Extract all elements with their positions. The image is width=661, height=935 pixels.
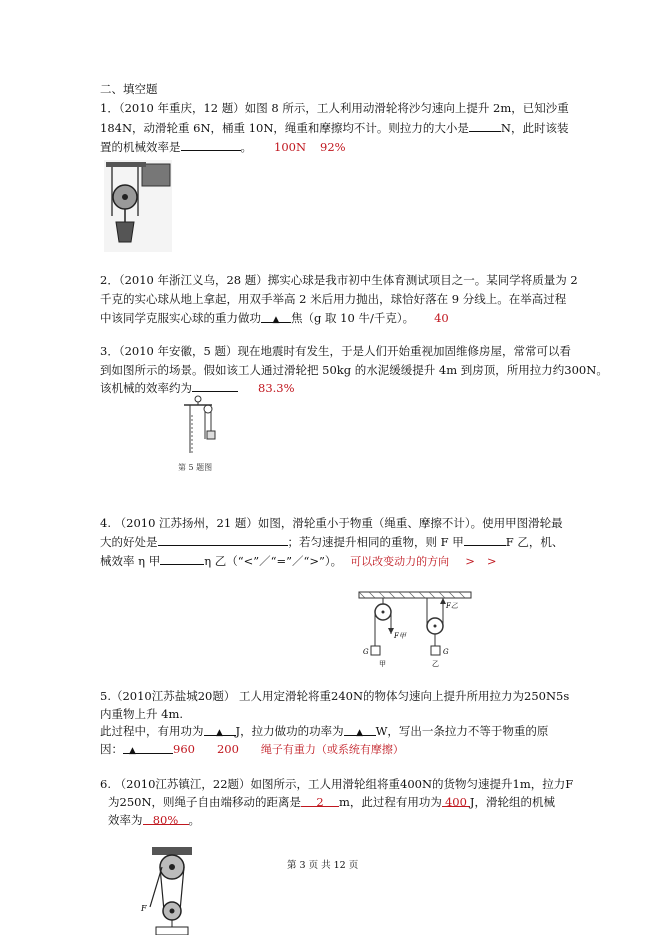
- q4-line3: [100, 551, 496, 571]
- q5-line3b: J，拉力做功的功率为: [235, 724, 344, 738]
- q5-line1: 5.（2010江苏盐城20题） 工人用定滑轮将重240N的物体匀速向上提升所用拉力为250N5s: [100, 689, 570, 703]
- q4-line2c: F 乙，机、: [505, 535, 564, 549]
- q4-line2a: 大的好处是: [100, 535, 158, 549]
- q5-line3a: 此过程中，有用功为: [100, 724, 204, 738]
- q5-blank2-mark: ▲: [356, 728, 364, 738]
- q6-answer2: 400: [444, 795, 467, 809]
- q4-answer2: >: [465, 554, 475, 568]
- q4-label-f-jia: F甲: [394, 632, 406, 640]
- q4-label-f-yi: F乙: [446, 602, 458, 610]
- q6-line3: [108, 811, 200, 830]
- q6-line3b: 。: [188, 813, 200, 827]
- q6-line3a: 效率为: [108, 813, 143, 827]
- q4-blank1: [158, 532, 288, 546]
- q3-figure-caption: 第 5 题图: [178, 463, 213, 472]
- q2-blank: [261, 309, 291, 323]
- q4-blank2: [464, 532, 506, 546]
- q5-answer3: 绳子有重力（或系统有摩擦）: [260, 743, 404, 756]
- q5-answer1: 960: [173, 742, 195, 756]
- q4-blank3: [160, 551, 204, 565]
- q4-label-yi: 乙: [432, 660, 439, 668]
- q2-line1: 2．（2010 年浙江义乌，28 题）掷实心球是我市初中生体育测试项目之一。某同学将质量为 2: [100, 273, 578, 287]
- q1-line2b: N，此时该装: [500, 121, 569, 135]
- q5-blank3: [123, 740, 173, 754]
- q6-answer3: 80%: [152, 813, 179, 827]
- q1-pulley-figure: [104, 160, 172, 252]
- q6-line2: [108, 793, 555, 812]
- q5-line2: 内重物上升 4m.: [100, 707, 184, 721]
- q6-answer1: 2: [316, 795, 324, 809]
- q5-answer2: 200: [216, 742, 239, 756]
- q1-answer1: 100N: [274, 140, 307, 154]
- q4-line2: [100, 532, 563, 552]
- q4-line2b: ；若匀速提升相同的重物，则 F 甲: [287, 535, 464, 549]
- q4-label-g1: G: [363, 648, 369, 656]
- q1-answer2: 92%: [320, 140, 346, 154]
- q4-answer3: >: [486, 554, 497, 568]
- q4-pulley-figure: [355, 590, 475, 670]
- q6-line2c: J，滑轮组的机械: [469, 795, 556, 809]
- q4-label-jia: 甲: [379, 660, 386, 668]
- q3-answer: 83.3%: [258, 381, 295, 395]
- q6-blank2: [442, 793, 470, 807]
- q4-line1: 4. （2010 江苏扬州，21 题）如图，滑轮重小于物重（绳重、摩擦不计）。使用甲图滑轮最: [100, 516, 563, 530]
- q5-blank1: [204, 722, 236, 736]
- q5-line4: [100, 740, 404, 759]
- q1-line3b: 。: [240, 140, 252, 154]
- q5-line3c: W，写出一条拉力不等于物重的原: [375, 724, 549, 738]
- q2-line2: 千克的实心球从地上拿起，用双手举高 2 米后用力抛出，球恰好落在 9 分线上。在举高过程: [100, 292, 567, 306]
- q6-blank3: [143, 811, 189, 825]
- q3-line3a: 该机械的效率约为: [100, 381, 192, 395]
- q6-blank1: [301, 793, 339, 807]
- q5-line4a: 因：: [100, 742, 123, 756]
- q5-blank1-mark: ▲: [216, 728, 223, 738]
- q5-line3: [100, 722, 548, 741]
- q6-label-f: F: [141, 904, 147, 913]
- q1-blank2: [181, 137, 241, 151]
- q1-line3: [100, 137, 346, 157]
- q4-line3a: 械效率 η 甲: [100, 554, 161, 568]
- q4-line3b: η 乙（“<”／“=”／“>”）。: [204, 554, 343, 568]
- q6-line1: 6. （2010江苏镇江，22题）如图所示，工人用滑轮组将重400N的货物匀速提升1m，拉力F: [100, 777, 574, 791]
- q6-pulley-block-figure: [140, 845, 200, 935]
- q1-line1: 1．（2010 年重庆，12 题）如图 8 所示，工人利用动滑轮将沙匀速向上提升 2m，已知沙重: [100, 101, 569, 115]
- q2-line3: [100, 309, 449, 328]
- section-title: 二、填空题: [100, 82, 158, 96]
- q4-answer1: 可以改变动力的方向: [350, 555, 450, 568]
- page-footer: 第 3 页 共 12 页: [287, 860, 359, 871]
- q6-line2b: m，此过程有用功为: [339, 795, 442, 809]
- q2-line3a: 中该同学克服实心球的重力做功: [100, 311, 261, 325]
- q5-blank3-mark: ▲: [129, 746, 136, 756]
- q3-worker-pulley-figure: [180, 395, 222, 453]
- q1-line3a: 置的机械效率是: [100, 140, 181, 154]
- q2-answer: 40: [434, 311, 449, 325]
- q2-line3b: 焦（g 取 10 牛/千克）。: [291, 311, 415, 325]
- q3-blank: [192, 378, 238, 392]
- q6-line2a: 为250N，则绳子自由端移动的距离是: [108, 795, 302, 809]
- q1-blank1: [469, 118, 501, 132]
- q4-label-g2: G: [443, 648, 449, 656]
- q3-line2: 到如图所示的场景。假如该工人通过滑轮把 50kg 的水泥缓缓提升 4m 到房顶，所用拉力约300N。: [100, 363, 608, 377]
- q1-line2: [100, 118, 568, 138]
- q3-line1: 3．（2010 年安徽，5 题）现在地震时有发生，于是人们开始重视加固维修房屋，常常可以看: [100, 344, 571, 358]
- q1-line2a: 184N，动滑轮重 6N，桶重 10N，绳重和摩擦均不计。则拉力的大小是: [100, 121, 469, 135]
- q5-blank2: [344, 722, 376, 736]
- q2-blank-mark: ▲: [272, 315, 280, 325]
